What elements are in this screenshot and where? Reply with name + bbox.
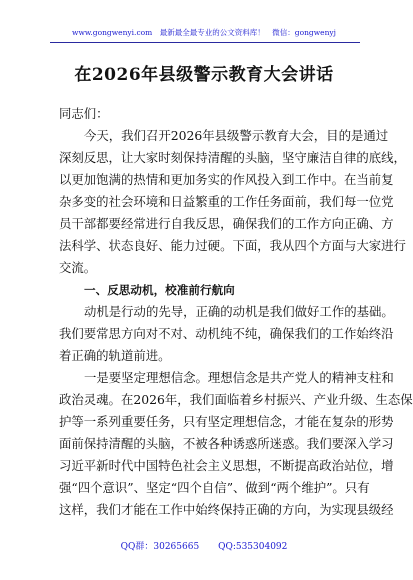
text-line: 今天，我们召开2026年县级警示教育大会，目的是通过 [84, 128, 389, 143]
footer-qq: QQ:535304092 [218, 542, 288, 552]
text-line: 一是要坚定理想信念。理想信念是共产党人的精神支柱和 [84, 370, 394, 385]
text-line: 动机是行动的先导，正确的动机是我们做好工作的基础。 [84, 304, 394, 319]
text-line: 面前保持清醒的头脑，不被各种诱惑所迷惑。我们要深入学习 [59, 436, 394, 451]
paragraph-lines [59, 125, 413, 521]
text-line: 员干部都要经常进行自我反思，确保我们的工作方向正确、方 [59, 216, 394, 231]
greeting: 同志们： [59, 106, 109, 121]
text-line: 深刻反思，让大家时刻保持清醒的头脑，坚守廉洁自律的底线， [59, 150, 406, 165]
text-line: 政治灵魂。在2026年，我们面临着乡村振兴、产业升级、生态保 [59, 392, 413, 407]
text-line: 强“四个意识”、坚定“四个自信”、做到“两个维护”。只有 [59, 480, 370, 495]
text-line: 我们要常思方向对不对、动机纯不纯，确保我们的工作始终沿 [59, 326, 394, 341]
text-line: 交流。 [59, 260, 97, 275]
page-footer [0, 539, 408, 552]
document-body [59, 103, 413, 521]
header-divider [50, 42, 360, 43]
text-line: 杂多变的社会环境和日益繁重的工作任务面前，我们每一位党 [59, 194, 394, 209]
document-title: 在2026年县级警示教育大会讲话 [74, 65, 334, 85]
text-line: 这样，我们才能在工作中始终保持正确的方向，为实现县级经 [59, 502, 394, 517]
text-line: 护等一系列重要任务，只有坚定理想信念，才能在复杂的形势 [59, 414, 394, 429]
footer-qq-group: QQ群：30265665 [120, 542, 200, 552]
text-line: 以更加饱满的热情和更加务实的作风投入到工作中。在当前复 [59, 172, 394, 187]
text-line: 习近平新时代中国特色社会主义思想，不断提高政治站位，增 [59, 458, 394, 473]
page-header: www.gongwenyi.com 最新最全最专业的公文资料库！ 微信：gongwenyj [72, 28, 336, 37]
section-heading: 一、反思动机，校准前行航向 [84, 283, 235, 297]
text-line: 着正确的轨道前进。 [59, 348, 171, 363]
text-line: 法科学、状态良好、能力过硬。下面，我从四个方面与大家进行 [59, 238, 406, 253]
